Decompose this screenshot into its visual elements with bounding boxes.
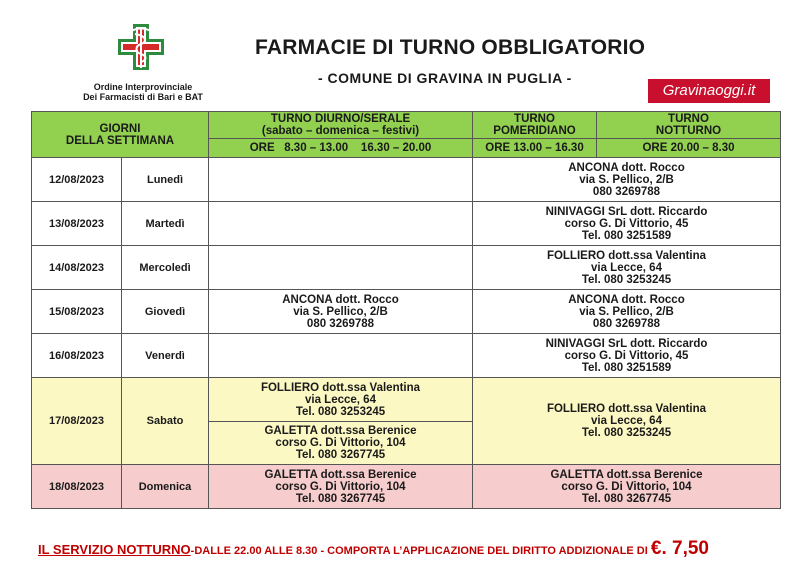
- notturno-header: [597, 112, 781, 139]
- pharmacy-phone: Tel. 080 3267745: [581, 492, 672, 505]
- pharmacy-cell: [473, 246, 781, 290]
- pharmacy-phone: 080 3269788: [592, 317, 661, 330]
- date-cell: 18/08/2023: [32, 465, 122, 509]
- notturno-hours: ORE 20.00 – 8.30: [597, 139, 781, 158]
- pharmacy-address: corso G. Di Vittorio, 45: [564, 217, 689, 230]
- date-cell: 12/08/2023: [32, 158, 122, 202]
- diurno-header-line-2: (sabato – domenica – festivi): [261, 125, 420, 137]
- days-column-header: [32, 112, 209, 158]
- pharmacy-cell: [473, 465, 781, 509]
- pharmacy-phone: Tel. 080 3253245: [581, 273, 672, 286]
- date-cell: 14/08/2023: [32, 246, 122, 290]
- pharmacy-cell: [473, 290, 781, 334]
- date-cell: 17/08/2023: [32, 378, 122, 465]
- pharmacy-address: via Lecce, 64: [591, 261, 662, 274]
- organization-name: [72, 82, 214, 102]
- day-cell: Mercoledì: [122, 246, 209, 290]
- brand-badge: Gravinaoggi.it: [648, 79, 770, 103]
- pharmacy-name: FOLLIERO dott.ssa Valentina: [260, 381, 421, 394]
- day-cell: Lunedì: [122, 158, 209, 202]
- diurno-cell-empty: [209, 246, 473, 290]
- day-cell: Sabato: [122, 378, 209, 465]
- pomeridiano-hours: ORE 13.00 – 16.30: [473, 139, 597, 158]
- notice-text: -DALLE 22.00 ALLE 8.30 - COMPORTA L’APPLICAZIONE DEL DIRITTO ADDIZIONALE DI: [190, 545, 651, 557]
- schedule-table: [31, 111, 781, 509]
- pharmacy-name: FOLLIERO dott.ssa Valentina: [546, 249, 707, 262]
- day-cell: Venerdì: [122, 334, 209, 378]
- day-cell: Domenica: [122, 465, 209, 509]
- night-service-notice: [38, 538, 778, 560]
- notice-title: IL SERVIZIO NOTTURNO: [38, 542, 191, 557]
- diurno-pharmacy-cell: [209, 378, 473, 422]
- pharmacy-phone: Tel. 080 3251589: [581, 361, 672, 374]
- day-cell: Martedì: [122, 202, 209, 246]
- pomeridiano-header-line-2: POMERIDIANO: [493, 125, 576, 137]
- pharmacy-phone: Tel. 080 3253245: [581, 427, 672, 439]
- pharmacy-name: GALETTA dott.ssa Berenice: [264, 468, 417, 481]
- org-line-2: Dei Farmacisti di Bari e BAT: [83, 92, 203, 102]
- table-row: [32, 465, 781, 509]
- pharmacy-phone: 080 3269788: [592, 185, 661, 198]
- pharmacy-cell: [473, 378, 781, 465]
- pharmacy-cross-caduceus-icon: [116, 22, 166, 72]
- notice-amount: €. 7,50: [650, 538, 709, 559]
- date-cell: 16/08/2023: [32, 334, 122, 378]
- diurno-cell-empty: [209, 202, 473, 246]
- pharmacy-address: via S. Pellico, 2/B: [579, 173, 674, 186]
- diurno-pharmacy-cell: [209, 465, 473, 509]
- pharmacy-phone: Tel. 080 3253245: [295, 405, 386, 418]
- pharmacy-phone: Tel. 080 3267745: [295, 449, 386, 461]
- table-row: [32, 158, 781, 202]
- table-row: [32, 246, 781, 290]
- diurno-cell-empty: [209, 158, 473, 202]
- date-cell: 15/08/2023: [32, 290, 122, 334]
- pharmacy-phone: Tel. 080 3251589: [581, 229, 672, 242]
- days-header-line-2: DELLA SETTIMANA: [65, 134, 175, 147]
- pharmacy-name: ANCONA dott. Rocco: [282, 293, 399, 306]
- table-row: [32, 290, 781, 334]
- pharmacy-address: corso G. Di Vittorio, 45: [564, 349, 689, 362]
- table-row: [32, 334, 781, 378]
- pharmacy-cell: [473, 202, 781, 246]
- notturno-header-line-2: NOTTURNO: [655, 125, 722, 137]
- diurno-pharmacy-cell: [209, 290, 473, 334]
- page-subtitle: - COMUNE DI GRAVINA IN PUGLIA -: [318, 70, 572, 86]
- pharmacy-phone: Tel. 080 3267745: [295, 492, 386, 505]
- table-row: [32, 202, 781, 246]
- pharmacy-name: ANCONA dott. Rocco: [568, 293, 685, 306]
- table-row: [32, 378, 781, 422]
- pharmacy-address: corso G. Di Vittorio, 104: [275, 480, 406, 493]
- pomeridiano-header: [473, 112, 597, 139]
- pharmacy-address: via S. Pellico, 2/B: [293, 305, 388, 318]
- pharmacy-phone: 080 3269788: [306, 317, 375, 330]
- pharmacy-address: via Lecce, 64: [591, 415, 662, 427]
- org-line-1: Ordine Interprovinciale: [93, 82, 193, 92]
- diurno-header-line-1: TURNO DIURNO/SERALE: [270, 113, 411, 125]
- pharmacy-name: GALETTA dott.ssa Berenice: [550, 468, 703, 481]
- pharmacy-name: NINIVAGGI SrL dott. Riccardo: [545, 205, 708, 218]
- notturno-header-line-1: TURNO: [668, 113, 709, 125]
- diurno-pharmacy-cell: [209, 422, 473, 465]
- diurno-cell-empty: [209, 334, 473, 378]
- pomeridiano-header-line-1: TURNO: [514, 113, 555, 125]
- pharmacy-cell: [473, 158, 781, 202]
- table-header-row: [32, 112, 781, 139]
- pharmacy-address: corso G. Di Vittorio, 104: [561, 480, 692, 493]
- date-cell: 13/08/2023: [32, 202, 122, 246]
- diurno-hours: ORE 8.30 – 13.00 16.30 – 20.00: [209, 139, 473, 158]
- pharmacy-name: ANCONA dott. Rocco: [568, 161, 685, 174]
- day-cell: Giovedì: [122, 290, 209, 334]
- pharmacy-cell: [473, 334, 781, 378]
- pharmacy-name: FOLLIERO dott.ssa Valentina: [546, 403, 707, 415]
- diurno-header: [209, 112, 473, 139]
- pharmacy-address: via S. Pellico, 2/B: [579, 305, 674, 318]
- days-header-line-1: GIORNI: [99, 122, 141, 135]
- pharmacy-name: GALETTA dott.ssa Berenice: [264, 425, 417, 437]
- pharmacy-address: via Lecce, 64: [305, 393, 376, 406]
- pharmacy-address: corso G. Di Vittorio, 104: [275, 437, 406, 449]
- pharmacy-name: NINIVAGGI SrL dott. Riccardo: [545, 337, 708, 350]
- page-title: FARMACIE DI TURNO OBBLIGATORIO: [255, 36, 646, 59]
